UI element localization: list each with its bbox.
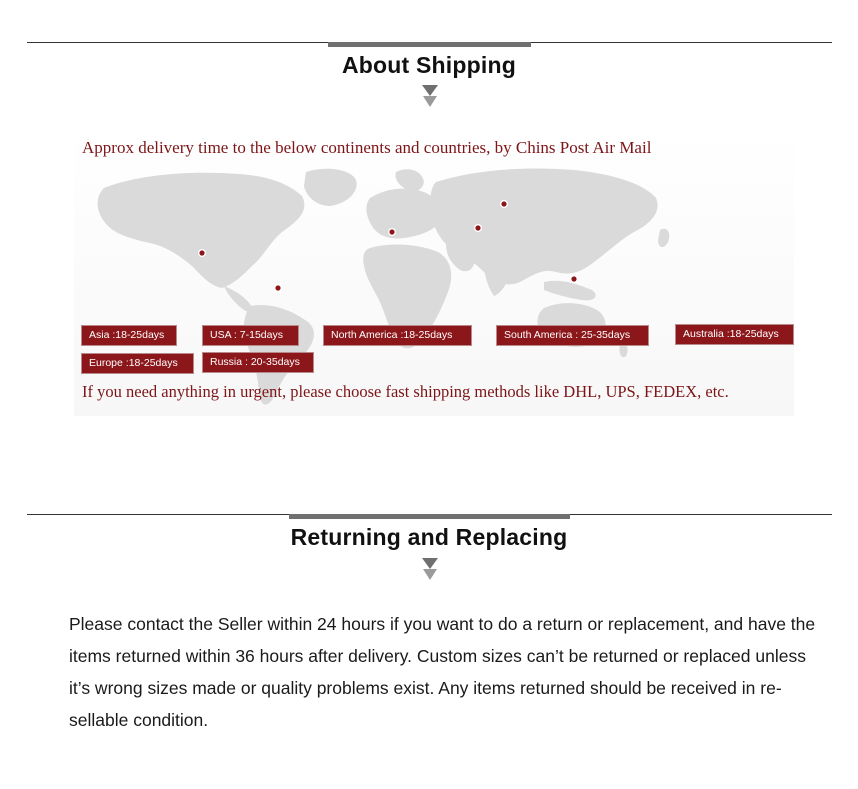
delivery-badge-north-america: North America :18-25days — [323, 325, 472, 346]
returns-title-accent-bar — [289, 514, 570, 519]
returns-section-title: Returning and Replacing — [290, 524, 568, 550]
delivery-badge-usa: USA : 7-15days — [202, 325, 299, 346]
delivery-badge-australia: Australia :18-25days — [675, 324, 794, 345]
shipping-section-title: About Shipping — [342, 52, 516, 78]
returns-policy-text: Please contact the Seller within 24 hours if you want to do a return or replacement, and have the items returned within 36 hours after delivery. Custom sizes can’t be returned or replaced unless it’s wrong sizes made or quality problems exist. Any items returned should be received in re-sellable condition. — [69, 614, 816, 730]
urgent-shipping-note: If you need anything in urgent, please choose fast shipping methods like DHL, UPS, FEDEX, etc. — [82, 382, 729, 401]
delivery-badge-south-america: South America : 25-35days — [496, 325, 649, 346]
double-chevron-down-icon — [420, 84, 440, 108]
delivery-badge-russia: Russia : 20-35days — [202, 352, 314, 373]
delivery-badge-asia: Asia :18-25days — [81, 325, 177, 346]
double-chevron-down-icon — [420, 557, 440, 581]
shipping-title-accent-bar — [328, 42, 531, 47]
delivery-time-heading: Approx delivery time to the below continents and countries, by Chins Post Air Mail — [82, 138, 652, 157]
delivery-badge-europe: Europe :18-25days — [81, 353, 194, 374]
